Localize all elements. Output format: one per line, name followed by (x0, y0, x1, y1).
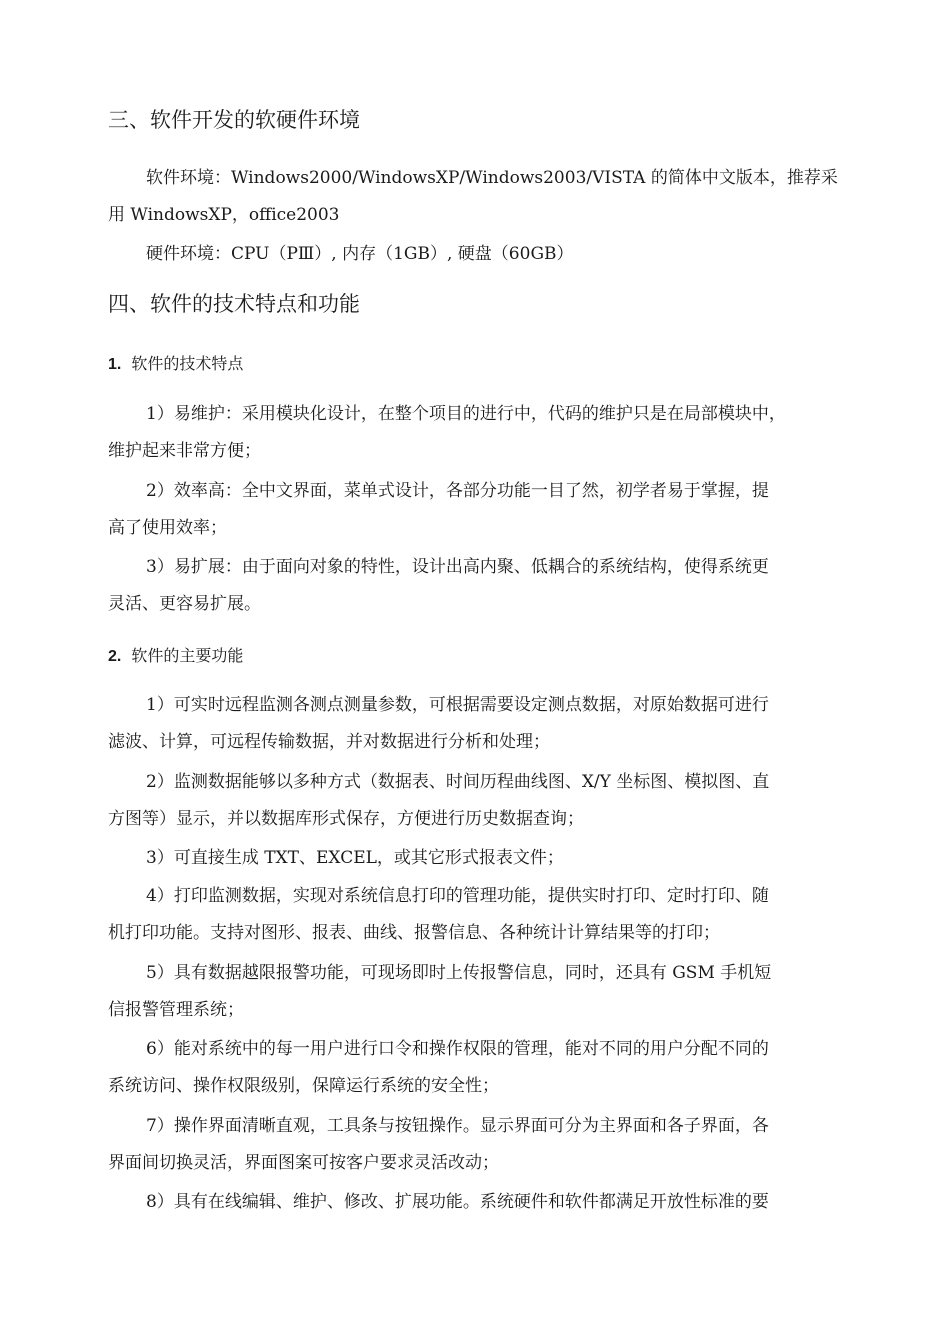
feature-1-line-1: 1）易维护：采用模块化设计，在整个项目的进行中，代码的维护只是在局部模块中， (146, 404, 786, 424)
function-2-line-1: 2）监测数据能够以多种方式（数据表、时间历程曲线图、X/Y 坐标图、模拟图、直 (146, 772, 770, 792)
function-7-line-2: 界面间切换灵活，界面图案可按客户要求灵活改动； (108, 1153, 499, 1173)
function-6-line-2: 系统访问、操作权限级别，保障运行系统的安全性； (108, 1076, 499, 1096)
subsection-2-heading (108, 645, 243, 668)
subsection-2-number: 2. (108, 648, 122, 665)
hardware-env-line: 硬件环境：CPU（PⅢ）, 内存（1GB）, 硬盘（60GB） (146, 244, 574, 264)
subsection-1-title: 软件的技术特点 (131, 354, 244, 373)
feature-3-line-1: 3）易扩展：由于面向对象的特性，设计出高内聚、低耦合的系统结构，使得系统更 (146, 557, 769, 577)
software-env-line-2: 用 WindowsXP，office2003 (108, 205, 340, 225)
subsection-1-heading (108, 353, 243, 376)
function-5-line-2: 信报警管理系统； (108, 1000, 244, 1020)
software-env-line-1: 软件环境：Windows2000/WindowsXP/Windows2003/VISTA 的简体中文版本，推荐采 (146, 168, 838, 188)
feature-1-line-2: 维护起来非常方便； (108, 441, 261, 461)
function-3-line-1: 3）可直接生成 TXT、EXCEL，或其它形式报表文件； (146, 848, 564, 868)
section-4-heading: 四、软件的技术特点和功能 (108, 292, 360, 316)
function-2-line-2: 方图等）显示，并以数据库形式保存，方便进行历史数据查询； (108, 809, 584, 829)
function-1-line-2: 滤波、计算，可远程传输数据，并对数据进行分析和处理； (108, 732, 550, 752)
function-7-line-1: 7）操作界面清晰直观，工具条与按钮操作。显示界面可分为主界面和各子界面，各 (146, 1116, 769, 1136)
function-4-line-1: 4）打印监测数据，实现对系统信息打印的管理功能，提供实时打印、定时打印、随 (146, 886, 769, 906)
subsection-2-title: 软件的主要功能 (131, 646, 244, 665)
function-6-line-1: 6）能对系统中的每一用户进行口令和操作权限的管理，能对不同的用户分配不同的 (146, 1039, 769, 1059)
feature-3-line-2: 灵活、更容易扩展。 (108, 594, 261, 614)
function-8-line-1: 8）具有在线编辑、维护、修改、扩展功能。系统硬件和软件都满足开放性标准的要 (146, 1192, 769, 1212)
subsection-1-number: 1. (108, 356, 122, 373)
section-3-heading: 三、软件开发的软硬件环境 (108, 108, 360, 132)
feature-2-line-2: 高了使用效率； (108, 518, 227, 538)
function-5-line-1: 5）具有数据越限报警功能，可现场即时上传报警信息，同时，还具有 GSM 手机短 (146, 963, 772, 983)
feature-2-line-1: 2）效率高：全中文界面，菜单式设计，各部分功能一目了然，初学者易于掌握，提 (146, 481, 769, 501)
function-1-line-1: 1）可实时远程监测各测点测量参数，可根据需要设定测点数据，对原始数据可进行 (146, 695, 769, 715)
function-4-line-2: 机打印功能。支持对图形、报表、曲线、报警信息、各种统计计算结果等的打印； (108, 923, 720, 943)
